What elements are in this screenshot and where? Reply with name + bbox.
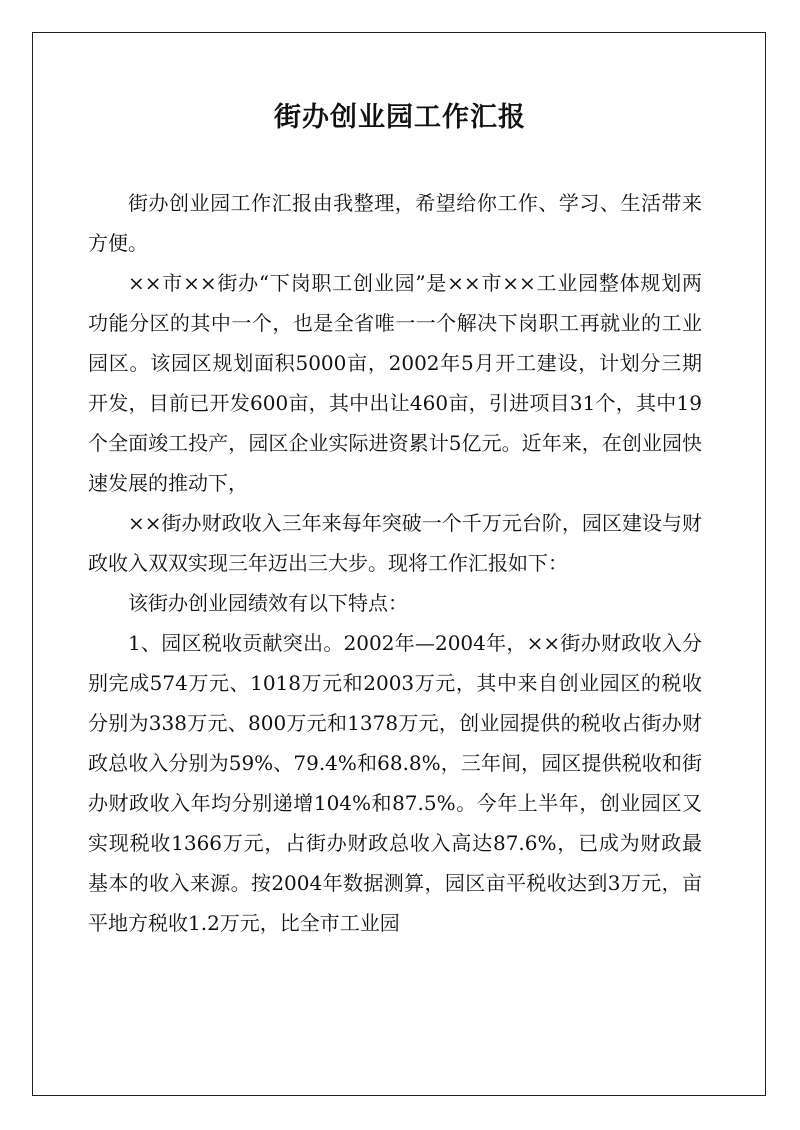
paragraph-overview: ××市××街办“下岗职工创业园”是××市××工业园整体规划两功能分区的其中一个，也是全省唯一一个解决下岗职工再就业的工业园区。该园区规划面积5000亩，2002年5月开工建设，计划分三期开发，目前已开发600亩，其中出让460亩，引进项目31个，其中19个全面竣工投产，园区企业实际进资累计5亿元。近年来，在创业园快速发展的推动下， (88, 271, 702, 495)
document-body (88, 183, 702, 943)
document-title: 街办创业园工作汇报 (274, 102, 526, 133)
paragraph-features-heading: 该街办创业园绩效有以下特点： (128, 591, 408, 615)
paragraph-intro: 街办创业园工作汇报由我整理，希望给你工作、学习、生活带来方便。 (88, 191, 702, 255)
paragraph-tax-contribution: 1、园区税收贡献突出。2002年—2004年，××街办财政收入分别完成574万元、1018万元和2003万元，其中来自创业园区的税收分别为338万元、800万元和1378万元，创业园提供的税收占街办财政总收入分别为59%、79.4%和68.8%，三年间，园区提供税收和街办财政收入年均分别递增104%和87.5%。今年上半年，创业园区又实现税收1366万元，占街办财政总收入高达87.6%，已成为财政最基本的收入来源。按2004年数据测算，园区亩平税收达到3万元，亩平地方税收1.2万元，比全市工业园 (88, 631, 702, 935)
paragraph-finance: ××街办财政收入三年来每年突破一个千万元台阶，园区建设与财政收入双双实现三年迈出三大步。现将工作汇报如下： (88, 511, 702, 575)
